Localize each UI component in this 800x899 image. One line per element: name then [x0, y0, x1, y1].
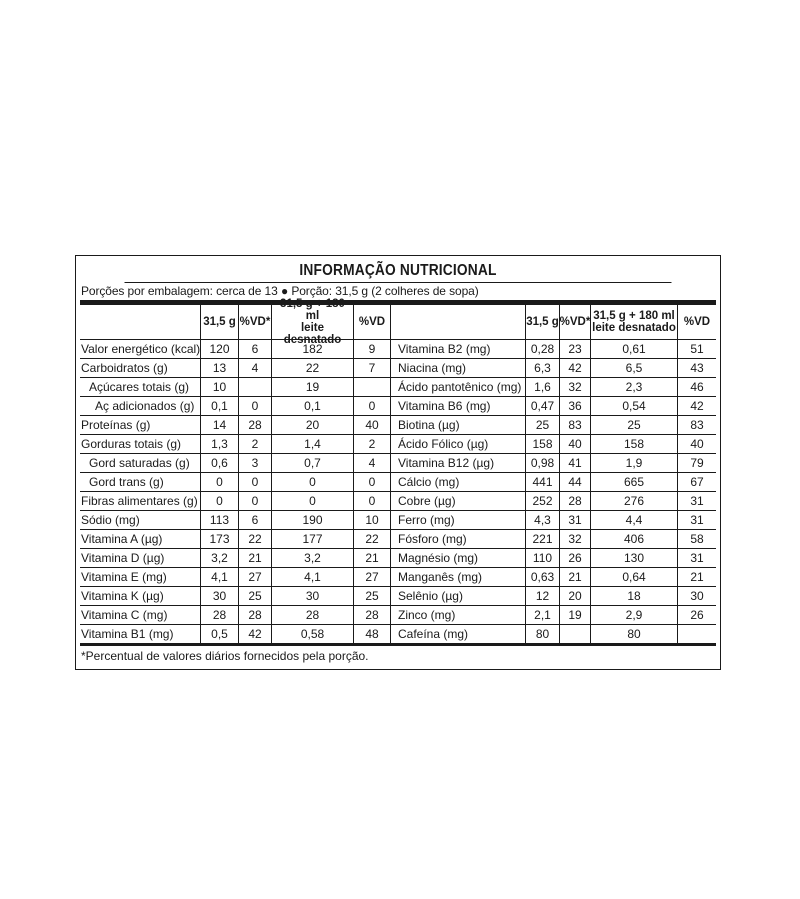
portion-value: 1,3: [201, 435, 239, 453]
with-milk-vd: 79: [690, 456, 704, 470]
nutrient-name: Selênio (µg): [397, 587, 526, 605]
label-title: INFORMAÇÃO NUTRICIONAL: [125, 256, 672, 283]
with-milk-vd: 31: [690, 494, 704, 508]
with-milk-vd: 4: [354, 454, 391, 472]
with-milk-vd: 27: [354, 568, 391, 586]
with-milk-vd: 31: [690, 513, 704, 527]
with-milk-vd: 48: [354, 625, 391, 643]
with-milk-vd: 51: [690, 342, 704, 356]
portion-value: 113: [201, 511, 239, 529]
table-row: [80, 359, 397, 378]
table-row: [80, 568, 397, 587]
table-row: [80, 397, 397, 416]
portion-vd: 0: [239, 397, 272, 415]
portion-vd: 6: [239, 340, 272, 358]
header-with-milk-line2: leite desnatado: [592, 322, 676, 334]
with-milk-value: 130: [591, 549, 678, 567]
nutrient-name: Açúcares totais (g): [80, 378, 201, 396]
portion-value: 0,63: [526, 568, 560, 586]
nutrition-facts-label: [75, 255, 721, 670]
portion-value: 25: [526, 416, 560, 434]
header-vd-milk: %VD: [683, 316, 711, 328]
table-row: [80, 587, 397, 606]
portion-vd: 2: [239, 435, 272, 453]
nutrient-name: Vitamina B1 (mg): [80, 625, 201, 643]
header-portion: 31,5 g: [201, 305, 239, 339]
with-milk-value: 276: [591, 492, 678, 510]
with-milk-value: 177: [272, 530, 354, 548]
portion-vd: 32: [560, 530, 591, 548]
with-milk-value: 4,1: [272, 568, 354, 586]
with-milk-value: 6,5: [591, 359, 678, 377]
table-row: [80, 530, 397, 549]
portion-value: 110: [526, 549, 560, 567]
header-with-milk: [591, 305, 678, 339]
portion-vd: 25: [239, 587, 272, 605]
with-milk-vd: 0: [354, 492, 391, 510]
portion-vd: 26: [560, 549, 591, 567]
with-milk-vd: 26: [690, 608, 704, 622]
with-milk-vd: 7: [354, 359, 391, 377]
nutrient-name: Cafeína (mg): [397, 625, 526, 643]
table-row: [397, 397, 716, 416]
with-milk-value: 25: [591, 416, 678, 434]
with-milk-value: 1,4: [272, 435, 354, 453]
with-milk-vd: 21: [354, 549, 391, 567]
portion-value: 0,28: [526, 340, 560, 358]
with-milk-value: 0,1: [272, 397, 354, 415]
with-milk-value: 2,3: [591, 378, 678, 396]
portion-value: 441: [526, 473, 560, 491]
with-milk-value: 0,54: [591, 397, 678, 415]
nutrient-name: Vitamina B12 (µg): [397, 454, 526, 472]
with-milk-vd: 58: [690, 532, 704, 546]
portion-vd: 4: [239, 359, 272, 377]
table-row: [397, 530, 716, 549]
portion-vd: 20: [560, 587, 591, 605]
table-row: [397, 454, 716, 473]
with-milk-value: 665: [591, 473, 678, 491]
portion-vd: 28: [239, 606, 272, 624]
with-milk-value: 0,58: [272, 625, 354, 643]
right-header-row: [397, 305, 716, 340]
nutrient-name: Sódio (mg): [80, 511, 201, 529]
with-milk-value: 3,2: [272, 549, 354, 567]
header-with-milk-line2: leite desnatado: [283, 322, 342, 346]
portion-value: 10: [201, 378, 239, 396]
with-milk-vd: 0: [354, 397, 391, 415]
nutrient-name: Niacina (mg): [397, 359, 526, 377]
nutrient-name: Biotina (µg): [397, 416, 526, 434]
with-milk-value: 0,64: [591, 568, 678, 586]
portion-value: 30: [201, 587, 239, 605]
portion-value: 0,5: [201, 625, 239, 643]
portion-vd: 42: [239, 625, 272, 643]
nutrient-name: Cálcio (mg): [397, 473, 526, 491]
with-milk-value: 18: [591, 587, 678, 605]
portion-vd: 6: [239, 511, 272, 529]
nutrient-name: Fósforo (mg): [397, 530, 526, 548]
portion-value: 14: [201, 416, 239, 434]
portion-value: 252: [526, 492, 560, 510]
nutrient-name: Manganês (mg): [397, 568, 526, 586]
nutrient-name: Gord trans (g): [80, 473, 201, 491]
nutrient-name: Fibras alimentares (g): [80, 492, 201, 510]
with-milk-vd: 40: [354, 416, 391, 434]
with-milk-vd: 9: [354, 340, 391, 358]
footnote: *Percentual de valores diários fornecidos pela porção.: [81, 648, 369, 663]
right-table: [397, 305, 716, 643]
portion-vd: [239, 378, 272, 396]
with-milk-value: 19: [272, 378, 354, 396]
with-milk-vd: 30: [690, 589, 704, 603]
with-milk-vd: [354, 378, 391, 396]
portion-value: 158: [526, 435, 560, 453]
portion-vd: 21: [239, 549, 272, 567]
table-row: [80, 340, 397, 359]
table-row: [80, 378, 397, 397]
portion-value: 3,2: [201, 549, 239, 567]
with-milk-vd: 42: [690, 399, 704, 413]
portion-value: 0: [201, 492, 239, 510]
portion-value: 0,98: [526, 454, 560, 472]
with-milk-vd: 25: [354, 587, 391, 605]
with-milk-vd: 83: [690, 418, 704, 432]
nutrient-name: Vitamina K (µg): [80, 587, 201, 605]
table-row: [80, 454, 397, 473]
with-milk-value: 28: [272, 606, 354, 624]
header-vd: %VD*: [560, 305, 591, 339]
portion-value: 0,1: [201, 397, 239, 415]
portion-vd: 0: [239, 473, 272, 491]
table-row: [397, 568, 716, 587]
portion-vd: 32: [560, 378, 591, 396]
portion-vd: 3: [239, 454, 272, 472]
header-portion: 31,5 g: [526, 305, 560, 339]
portion-value: 0,6: [201, 454, 239, 472]
nutrient-name: Zinco (mg): [397, 606, 526, 624]
header-with-milk-line1: 31,5 g + 180 ml: [593, 310, 675, 322]
nutrient-name: Carboidratos (g): [80, 359, 201, 377]
nutrient-name: Ácido pantotênico (mg): [397, 378, 526, 396]
portion-vd: 41: [560, 454, 591, 472]
with-milk-value: 22: [272, 359, 354, 377]
header-vd: %VD*: [239, 305, 272, 339]
with-milk-vd: 31: [690, 551, 704, 565]
nutrient-name: Vitamina B2 (mg): [397, 340, 526, 358]
header-with-milk: [272, 298, 354, 346]
portion-value: 120: [201, 340, 239, 358]
nutrient-name: Magnésio (mg): [397, 549, 526, 567]
portion-value: 173: [201, 530, 239, 548]
with-milk-vd: 43: [690, 361, 704, 375]
portion-vd: 40: [560, 435, 591, 453]
portion-value: 6,3: [526, 359, 560, 377]
with-milk-value: 0: [272, 473, 354, 491]
portion-value: 12: [526, 587, 560, 605]
table-row: [80, 473, 397, 492]
nutrient-name: Ferro (mg): [397, 511, 526, 529]
nutrient-name: Gord saturadas (g): [80, 454, 201, 472]
nutrient-name: Gorduras totais (g): [80, 435, 201, 453]
portion-vd: 36: [560, 397, 591, 415]
portion-vd: 22: [239, 530, 272, 548]
portion-value: 4,1: [201, 568, 239, 586]
portion-vd: 28: [560, 492, 591, 510]
header-vd-milk: %VD: [354, 305, 391, 339]
nutrient-name: Vitamina A (µg): [80, 530, 201, 548]
nutrient-name: Vitamina C (mg): [80, 606, 201, 624]
with-milk-value: 20: [272, 416, 354, 434]
portion-vd: 31: [560, 511, 591, 529]
with-milk-value: 0: [272, 492, 354, 510]
with-milk-value: 4,4: [591, 511, 678, 529]
nutrient-name: Valor energético (kcal): [81, 342, 201, 356]
table-row: [80, 606, 397, 625]
nutrient-name: Vitamina D (µg): [80, 549, 201, 567]
table-row: [80, 435, 397, 454]
nutrient-grid: [80, 298, 716, 643]
nutrient-name: Vitamina E (mg): [80, 568, 201, 586]
portion-vd: 44: [560, 473, 591, 491]
portion-value: 0,47: [526, 397, 560, 415]
with-milk-value: 406: [591, 530, 678, 548]
portion-vd: 0: [239, 492, 272, 510]
left-header-row: [80, 298, 397, 346]
nutrient-name: Cobre (µg): [397, 492, 526, 510]
with-milk-vd: 0: [354, 473, 391, 491]
table-row: [397, 416, 716, 435]
with-milk-vd: 10: [354, 511, 391, 529]
portion-value: 221: [526, 530, 560, 548]
with-milk-vd: 28: [354, 606, 391, 624]
table-row: [80, 492, 397, 511]
with-milk-value: 0,7: [272, 454, 354, 472]
portion-vd: 19: [560, 606, 591, 624]
with-milk-vd: 67: [690, 475, 704, 489]
with-milk-vd: 2: [354, 435, 391, 453]
portion-value: 28: [201, 606, 239, 624]
servings-line: Porções por embalagem: cerca de 13 ● Porção: 31,5 g (2 colheres de sopa): [81, 284, 479, 298]
table-row: [397, 511, 716, 530]
table-row: [397, 340, 716, 359]
portion-value: 80: [526, 625, 560, 643]
table-row: [397, 492, 716, 511]
portion-vd: 23: [560, 340, 591, 358]
portion-vd: 27: [239, 568, 272, 586]
with-milk-value: 30: [272, 587, 354, 605]
with-milk-value: 182: [272, 340, 354, 358]
with-milk-value: 80: [591, 625, 678, 643]
table-row: [397, 587, 716, 606]
portion-value: 2,1: [526, 606, 560, 624]
with-milk-value: 158: [591, 435, 678, 453]
with-milk-vd: 22: [354, 530, 391, 548]
with-milk-value: 2,9: [591, 606, 678, 624]
portion-vd: 28: [239, 416, 272, 434]
table-row: [397, 473, 716, 492]
portion-vd: 21: [560, 568, 591, 586]
portion-value: 13: [201, 359, 239, 377]
portion-value: 0: [201, 473, 239, 491]
table-row: [397, 549, 716, 568]
nutrient-name: Vitamina B6 (mg): [397, 397, 526, 415]
header-with-milk-line1: 31,5 g + 180 ml: [280, 298, 345, 322]
with-milk-vd: [678, 625, 716, 643]
portion-value: 4,3: [526, 511, 560, 529]
left-table: [80, 298, 397, 643]
nutrient-name: Aç adicionados (g): [80, 397, 201, 415]
portion-value: 1,6: [526, 378, 560, 396]
portion-vd: [560, 625, 591, 643]
with-milk-vd: 21: [690, 570, 704, 584]
table-row: [397, 625, 716, 643]
table-row: [397, 359, 716, 378]
nutrient-name: Ácido Fólico (µg): [397, 435, 526, 453]
portion-vd: 42: [560, 359, 591, 377]
nutrient-name: Proteínas (g): [80, 416, 201, 434]
with-milk-vd: 40: [690, 437, 704, 451]
with-milk-value: 0,61: [591, 340, 678, 358]
header-nutrient: [80, 305, 201, 339]
table-row: [397, 606, 716, 625]
with-milk-value: 190: [272, 511, 354, 529]
with-milk-value: 1,9: [591, 454, 678, 472]
table-row: [397, 378, 716, 397]
portion-vd: 83: [560, 416, 591, 434]
header-nutrient: [397, 305, 526, 339]
with-milk-vd: 46: [690, 380, 704, 394]
table-row: [80, 549, 397, 568]
table-row: [80, 416, 397, 435]
table-row: [397, 435, 716, 454]
table-row: [80, 511, 397, 530]
table-row: [80, 625, 397, 643]
